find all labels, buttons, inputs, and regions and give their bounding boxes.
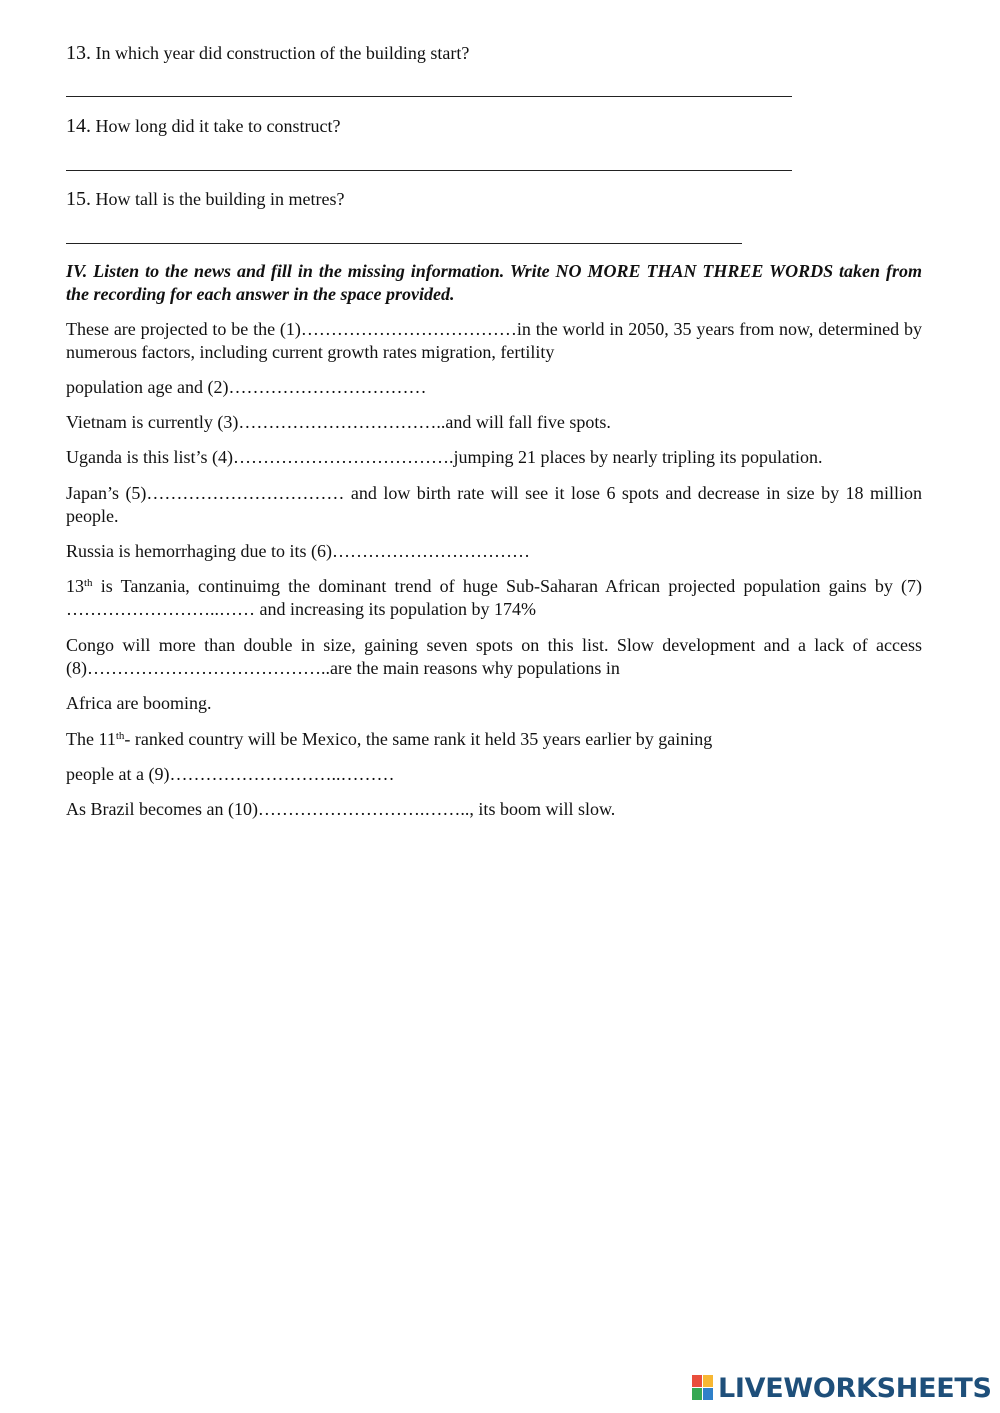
question-13 bbox=[66, 42, 469, 64]
ordinal-suffix: th bbox=[115, 730, 125, 742]
paragraph-text: - ranked country will be Mexico, the same rank it held 35 years earlier by gaining bbox=[124, 729, 713, 749]
paragraph-12: As Brazil becomes an (10)……………………….…….., its boom will slow. bbox=[66, 799, 616, 819]
liveworksheets-wordmark: LIVEWORKSHEETS bbox=[718, 1372, 992, 1404]
liveworksheets-logo-icon bbox=[692, 1375, 714, 1401]
question-14 bbox=[66, 115, 340, 137]
paragraph-2: population age and (2)…………………………… bbox=[66, 377, 427, 397]
ordinal-suffix: th bbox=[84, 577, 93, 589]
paragraph-5: Japan’s (5)…………………………… and low birth rate will see it lose 6 spots and decrease in size by 18 million people. bbox=[66, 483, 922, 526]
paragraph-6: Russia is hemorrhaging due to its (6)…………………………… bbox=[66, 541, 530, 561]
rank-number: 13 bbox=[66, 576, 84, 596]
paragraph-3: Vietnam is currently (3)……………………………..and will fall five spots. bbox=[66, 412, 611, 432]
logo-square-yellow bbox=[703, 1375, 713, 1387]
liveworksheets-logo bbox=[692, 1373, 992, 1403]
paragraph-10 bbox=[66, 728, 922, 751]
question-text: How long did it take to construct? bbox=[91, 116, 341, 136]
logo-square-green bbox=[692, 1388, 702, 1400]
answer-line-14[interactable] bbox=[66, 170, 792, 171]
paragraph-4: Uganda is this list’s (4)……………………………….jumping 21 places by nearly tripling its population. bbox=[66, 447, 823, 467]
paragraph-text: The 11 bbox=[66, 729, 116, 749]
question-number: 14. bbox=[66, 115, 91, 137]
question-text: In which year did construction of the building start? bbox=[91, 43, 470, 63]
paragraph-text: is Tanzania, continuimg the dominant trend of huge Sub-Saharan African projected population gains by (7) ……………………..…… and increasing its population by 174% bbox=[66, 576, 922, 619]
logo-square-red bbox=[692, 1375, 702, 1387]
paragraph-1: These are projected to be the (1)………………………………in the world in 2050, 35 years from now, determined by numerous factors, including current growth rates migration, fertility bbox=[66, 319, 922, 362]
paragraph-11: people at a (9)………………………..……… bbox=[66, 764, 395, 784]
answer-line-13[interactable] bbox=[66, 96, 792, 97]
question-number: 13. bbox=[66, 42, 91, 64]
question-number: 15. bbox=[66, 188, 91, 210]
paragraph-9: Africa are booming. bbox=[66, 693, 212, 713]
section-iv-heading: IV. Listen to the news and fill in the missing information. Write NO MORE THAN THREE WORDS taken from the recording for each answer in the space provided. bbox=[66, 261, 922, 304]
question-text: How tall is the building in metres? bbox=[91, 189, 345, 209]
logo-square-blue bbox=[703, 1388, 713, 1400]
question-15 bbox=[66, 188, 344, 210]
answer-line-15[interactable] bbox=[66, 243, 742, 244]
paragraph-7 bbox=[66, 575, 922, 621]
paragraph-8: Congo will more than double in size, gaining seven spots on this list. Slow development and a lack of access (8)…………………………………..are the main reasons why populations in bbox=[66, 635, 922, 678]
